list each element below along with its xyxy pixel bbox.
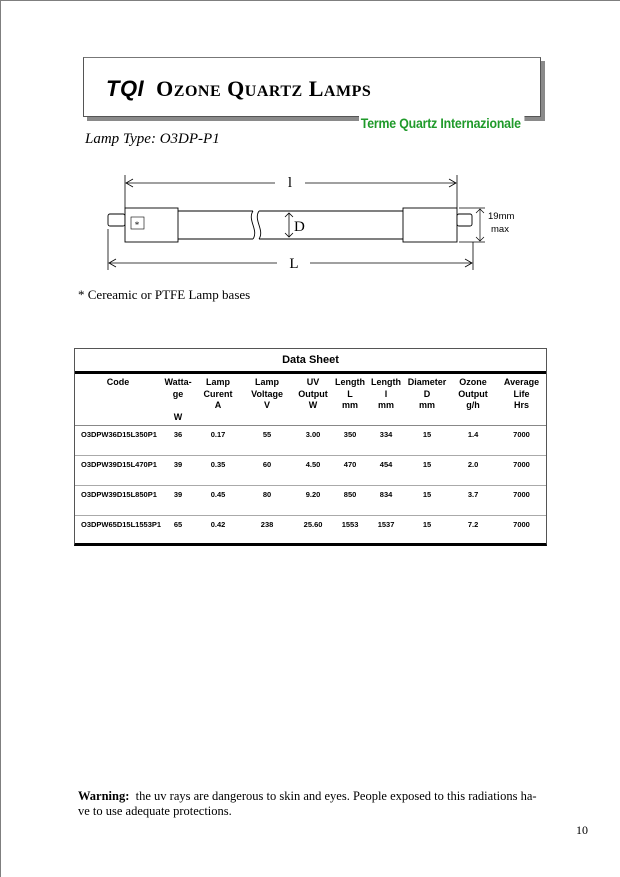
table-cell: 1.4 [449, 426, 497, 456]
total-length-label: L [289, 256, 299, 272]
brand-abbreviation: TQI [106, 76, 145, 101]
table-cell: 25.60 [303, 520, 323, 529]
column-header-line: mm [419, 400, 436, 410]
column-header-line: Lamp [206, 377, 231, 387]
table-cell: 3.00 [293, 426, 333, 456]
table-row [75, 426, 546, 456]
column-header-line: UV [306, 377, 320, 387]
page-number: 10 [576, 823, 588, 837]
table-cell: 0.17 [195, 426, 241, 456]
column-header-line: W [308, 400, 318, 410]
inner-length-label: l [287, 175, 293, 191]
lamp-code-cell: O3DPW65D15L1553P1 [81, 520, 162, 529]
base-marker: * [134, 220, 140, 230]
column-header [241, 374, 293, 426]
table-cell: 834 [367, 486, 405, 516]
lamp-bases-note: * Cereamic or PTFE Lamp bases [78, 287, 251, 302]
column-header-line: Average [503, 377, 540, 387]
lamp-code-cell: O3DPW39D15L850P1 [75, 486, 161, 516]
table-cell: 65 [173, 520, 183, 529]
column-header [195, 374, 241, 426]
table-header-row [75, 374, 546, 426]
column-header [293, 374, 333, 426]
title-word: LAMPS [308, 76, 372, 101]
column-header-line [161, 400, 195, 412]
table-cell: 0.35 [195, 456, 241, 486]
table-cell: 0.45 [195, 486, 241, 516]
table-cell: 80 [241, 486, 293, 516]
table-row [75, 456, 546, 486]
column-header-line: Length [371, 377, 402, 387]
data-table [75, 374, 546, 546]
column-header-line: L [347, 388, 353, 399]
column-header-line: ge [172, 388, 184, 399]
table-cell: 334 [367, 426, 405, 456]
column-header [161, 374, 195, 426]
table-cell: 850 [333, 486, 367, 516]
column-header [449, 374, 497, 426]
column-header-line: Life [513, 388, 530, 399]
column-header-line: Output [458, 388, 488, 399]
column-header-line: W [173, 411, 183, 422]
table-cell: 55 [241, 426, 293, 456]
column-header [405, 374, 449, 426]
table-cell: 9.20 [293, 486, 333, 516]
table-cell: 39 [161, 486, 195, 516]
table-cell: 7000 [497, 456, 546, 486]
warning-text: the uv rays are dangerous to skin and eyes. People exposed to this radiations ha-ve to use adequate protections. [78, 789, 537, 818]
right-pin [457, 214, 472, 226]
column-header-line: Hrs [514, 400, 530, 410]
left-pin [108, 214, 125, 226]
lamp-type: Lamp Type: O3DP-P1 [85, 131, 220, 147]
column-header-line: Lamp [255, 377, 280, 387]
table-cell: 238 [260, 520, 274, 529]
table-cell: 7.2 [467, 520, 479, 529]
header-box [83, 57, 541, 117]
lamp-code-cell: O3DPW36D15L350P1 [75, 426, 161, 456]
warning-label: Warning: [78, 789, 130, 803]
column-header-line: V [264, 400, 271, 410]
column-header [367, 374, 405, 426]
data-sheet-table [74, 348, 547, 546]
table-cell: 39 [161, 456, 195, 486]
column-header-line: Curent [203, 388, 233, 399]
table-cell: 1537 [377, 520, 395, 529]
table-row [75, 516, 546, 547]
column-header [497, 374, 546, 426]
column-header [333, 374, 367, 426]
table-cell: 0.42 [210, 520, 226, 529]
document-title [106, 76, 371, 102]
column-header-line: g/h [466, 400, 480, 410]
column-header-line: mm [342, 400, 359, 410]
table-row [75, 486, 546, 516]
table-cell: 15 [405, 486, 449, 516]
right-base [403, 208, 457, 242]
table-cell: 7000 [513, 520, 530, 529]
data-sheet-title: Data Sheet [75, 349, 546, 374]
table-cell: 15 [422, 520, 432, 529]
title-word: OZONE [156, 76, 222, 101]
column-header-line: Code [106, 377, 130, 387]
company-name: Terme Quartz Internazionale [359, 115, 524, 131]
table-cell: 15 [405, 426, 449, 456]
column-header-line: mm [378, 400, 395, 410]
table-cell: 36 [161, 426, 195, 456]
table-cell: 470 [333, 456, 367, 486]
column-header-line: Ozone [459, 377, 487, 387]
table-cell: 4.50 [293, 456, 333, 486]
table-cell: 3.7 [449, 486, 497, 516]
column-header-line: D [423, 388, 431, 399]
lamp-code-cell: O3DPW39D15L470P1 [75, 456, 161, 486]
lamp-diagram [95, 160, 525, 280]
column-header-line: Voltage [251, 388, 283, 399]
column-header-line: Watta- [164, 377, 192, 387]
table-cell: 2.0 [449, 456, 497, 486]
table-cell: 7000 [497, 486, 546, 516]
column-header-line: Diameter [407, 377, 447, 387]
warning-note [78, 789, 548, 819]
max-diameter-line2: max [491, 224, 509, 235]
diameter-label: D [294, 219, 305, 235]
column-header-line: Output [298, 388, 328, 399]
table-cell: 60 [241, 456, 293, 486]
table-cell: 7000 [497, 426, 546, 456]
max-diameter-line1: 19mm [488, 211, 515, 222]
title-word: QUARTZ [227, 76, 303, 101]
column-header-line: Length [335, 377, 366, 387]
column-header-line: l [384, 388, 388, 399]
column-header [75, 374, 161, 426]
table-cell: 454 [367, 456, 405, 486]
table-cell: 15 [405, 456, 449, 486]
table-cell: 350 [333, 426, 367, 456]
column-header-line: A [214, 400, 222, 410]
table-cell: 1553 [341, 520, 359, 529]
